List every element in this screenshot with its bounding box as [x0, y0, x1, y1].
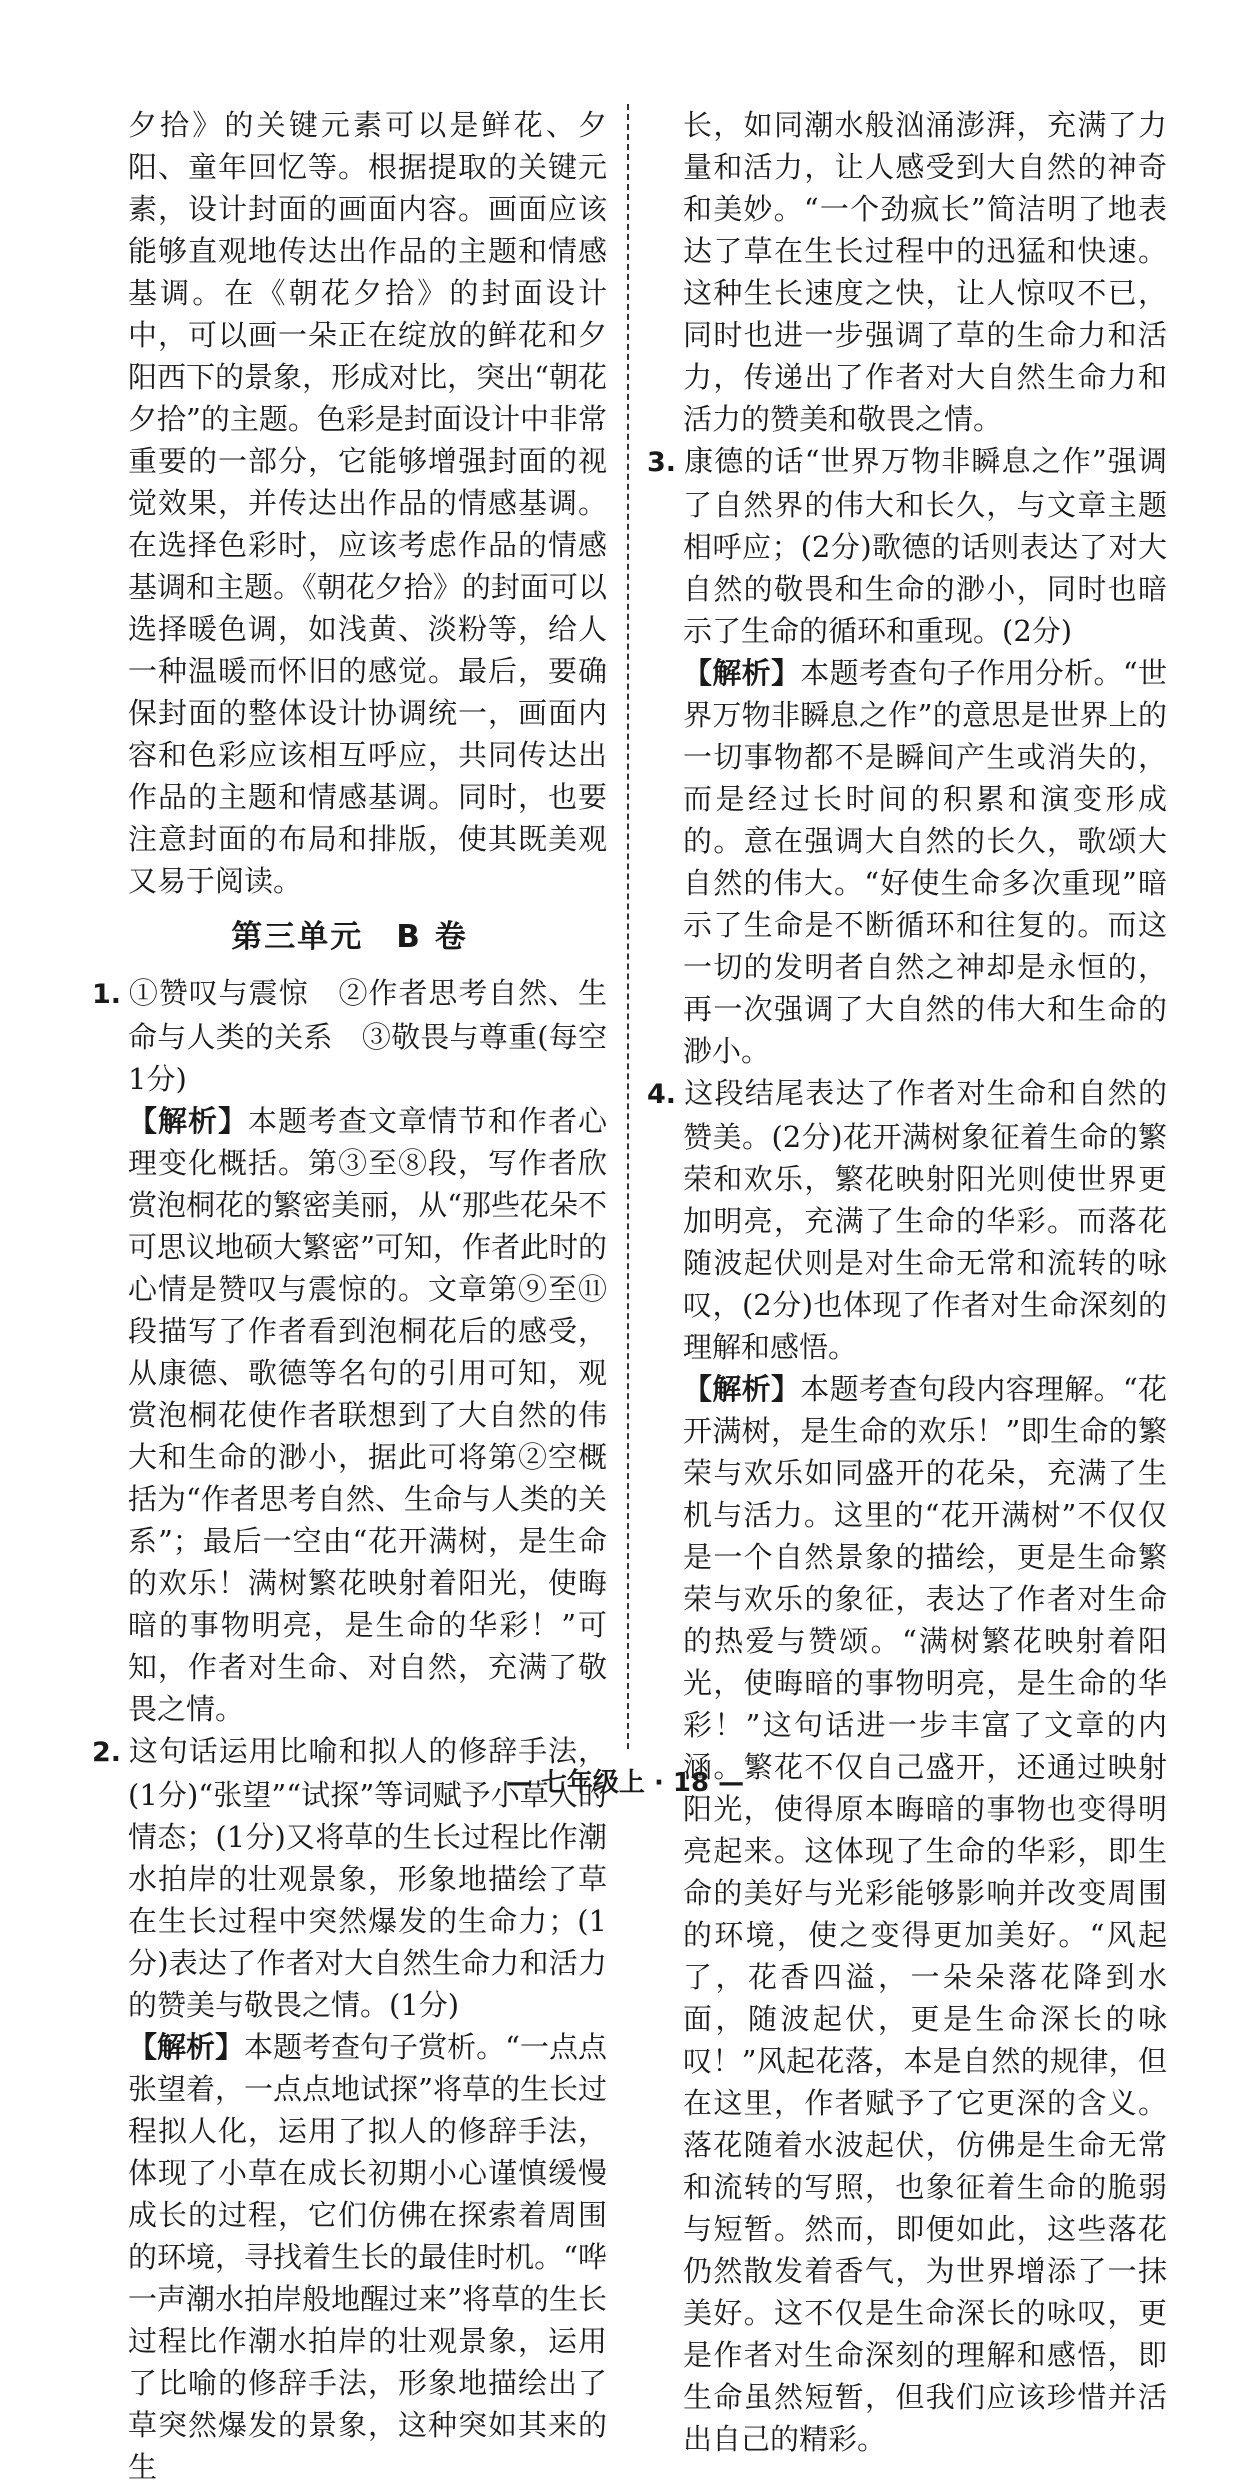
left-column — [92, 104, 607, 2488]
item-2-analysis-label: 【解析】 — [128, 2030, 245, 2064]
section-title: 第三单元 B 卷 — [231, 919, 468, 955]
item-3-analysis — [647, 652, 1167, 1072]
item-3-number: 3. — [647, 447, 677, 478]
item-2-analysis — [92, 2026, 607, 2488]
item-3-analysis-text: 本题考查句子作用分析。“世界万物非瞬息之作”的意思是世界上的一切事物都不是瞬间产生或消失的，而是经过长时间的积累和演变形成的。意在强调大自然的长久，歌颂大自然的伟大。“好使生命多次重现”暗示了生命是不断循环和往复的。而这一切的发明者自然之神却是永恒的，再一次强调了大自然的伟大和生命的渺小。 — [683, 656, 1167, 1068]
item-4-number: 4. — [647, 1079, 677, 1110]
page-footer: — 七年级上 · 18 — — [505, 1768, 745, 1798]
item-4-analysis-label: 【解析】 — [683, 1372, 801, 1406]
item-4-analysis-text: 本题考查句段内容理解。“花开满树，是生命的欢乐！”即生命的繁荣与欢乐如同盛开的花朵，充满了生机与活力。这里的“花开满树”不仅仅是一个自然景象的描绘，更是生命繁荣与欢乐的象征，表达了作者对生命的热爱与赞颂。“满树繁花映射着阳光，使晦暗的事物明亮，是生命的华彩！”这句话进一步丰富了文章的内涵。繁花不仅自己盛开，还通过映射阳光，使得原本晦暗的事物也变得明亮起来。这体现了生命的华彩，即生命的美好与光彩能够影响并改变周围的环境，使之变得更加美好。“风起了，花香四溢，一朵朵落花降到水面，随波起伏，更是生命深长的咏叹！”风起花落，本是自然的规律，但在这里，作者赋予了它更深的含义。落花随着水波起伏，仿佛是生命无常和流转的写照，也象征着生命的脆弱与短暂。然而，即便如此，这些落花仍然散发着香气，为世界增添了一抹美好。这不仅是生命深长的咏叹，更是作者对生命深刻的理解和感悟，即生命虽然短暂，但我们应该珍惜并活出自己的精彩。 — [683, 1372, 1167, 2456]
item-3-answer-text: 康德的话“世界万物非瞬息之作”强调了自然界的伟大和长久，与文章主题相呼应；(2分)歌德的话则表达了对大自然的敬畏和生命的渺小，同时也暗示了生命的循环和重现。(2分) — [683, 444, 1167, 648]
item-4-analysis — [647, 1368, 1167, 2460]
item-3-analysis-label: 【解析】 — [683, 656, 801, 690]
item-1-analysis-label: 【解析】 — [128, 1104, 248, 1138]
intro-paragraph: 夕拾》的关键元素可以是鲜花、夕阳、童年回忆等。根据提取的关键元素，设计封面的画面内容。画面应该能够直观地传达出作品的主题和情感基调。在《朝花夕拾》的封面设计中，可以画一朵正在绽放的鲜花和夕阳西下的景象，形成对比，突出“朝花夕拾”的主题。色彩是封面设计中非常重要的一部分，它能够增强封面的视觉效果，并传达出作品的情感基调。在选择色彩时，应该考虑作品的情感基调和主题。《朝花夕拾》的封面可以选择暖色调，如浅黄、淡粉等，给人一种温暖而怀旧的感觉。最后，要确保封面的整体设计协调统一，画面内容和色彩应该相互呼应，共同传达出作品的主题和情感基调。同时，也要注意封面的布局和排版，使其既美观又易于阅读。 — [128, 108, 607, 898]
item-1-answer — [92, 972, 607, 1100]
item-2-analysis-text: 本题考查句子赏析。“一点点张望着，一点点地试探”将草的生长过程拟人化，运用了拟人的修辞手法，体现了小草在成长初期小心谨慎缓慢成长的过程，它们仿佛在探索着周围的环境，寻找着生长的最佳时机。“哗一声潮水拍岸般地醒过来”将草的生长过程比作潮水拍岸的壮观景象，运用了比喻的修辞手法，形象地描绘出了草突然爆发的景象，这种突如其来的生 — [128, 2030, 607, 2484]
item-4-answer-text: 这段结尾表达了作者对生命和自然的赞美。(2分)花开满树象征着生命的繁荣和欢乐，繁花映射阳光则使世界更加明亮，充满了生命的华彩。而落花随波起伏则是对生命无常和流转的咏叹，(2分)也体现了作者对生命深刻的理解和感悟。 — [683, 1076, 1167, 1364]
right-column — [647, 104, 1167, 2460]
item-1-analysis — [92, 1100, 607, 1730]
item-2-number: 2. — [92, 1737, 122, 1768]
item-2-continuation: 长，如同潮水般汹涌澎湃，充满了力量和活力，让人感受到大自然的神奇和美妙。“一个劲疯长”简洁明了地表达了草在生长过程中的迅猛和快速。这种生长速度之快，让人惊叹不已，同时也进一步强调了草的生命力和活力，传递出了作者对大自然生命力和活力的赞美和敬畏之情。 — [683, 108, 1167, 436]
item-1-analysis-text: 本题考查文章情节和作者心理变化概括。第③至⑧段，写作者欣赏泡桐花的繁密美丽，从“那些花朵不可思议地硕大繁密”可知，作者此时的心情是赞叹与震惊的。文章第⑨至⑪段描写了作者看到泡桐花后的感受，从康德、歌德等名句的引用可知，观赏泡桐花使作者联想到了大自然的伟大和生命的渺小，据此可将第②空概括为“作者思考自然、生命与人类的关系”；最后一空由“花开满树，是生命的欢乐！满树繁花映射着阳光，使晦暗的事物明亮，是生命的华彩！”可知，作者对生命、对自然，充满了敬畏之情。 — [128, 1104, 607, 1726]
item-3-answer — [647, 440, 1167, 652]
item-2-answer-text: 这句话运用比喻和拟人的修辞手法，(1分)“张望”“试探”等词赋予小草人的情态；(1分)又将草的生长过程比作潮水拍岸的壮观景象，形象地描绘了草在生长过程中突然爆发的生命力；(1分)表达了作者对大自然生命力和活力的赞美与敬畏之情。(1分) — [128, 1734, 607, 2022]
item-1-answer-text: ①赞叹与震惊 ②作者思考自然、生命与人类的关系 ③敬畏与尊重(每空1分) — [128, 976, 607, 1096]
item-1-number: 1. — [92, 979, 122, 1010]
item-4-answer — [647, 1072, 1167, 1368]
column-divider — [627, 104, 629, 1749]
